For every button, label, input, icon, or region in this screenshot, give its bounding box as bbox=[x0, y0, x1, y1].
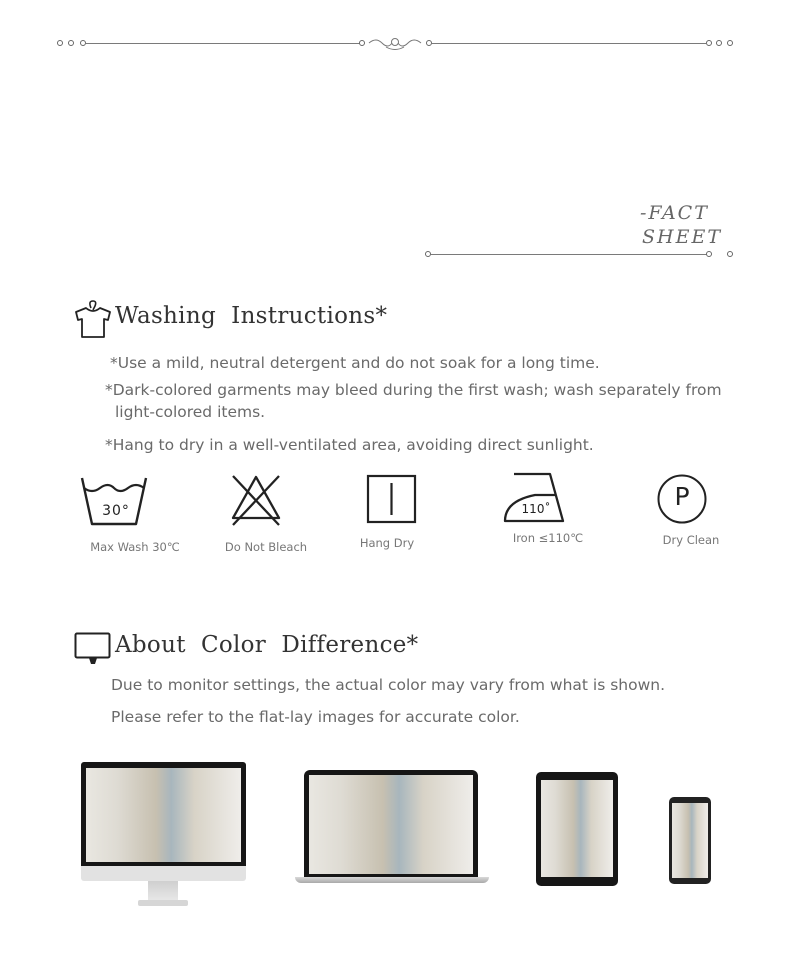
hang-dry-icon bbox=[366, 474, 418, 524]
divider-line bbox=[86, 43, 360, 44]
fact-sheet-line2: SHEET bbox=[642, 226, 722, 248]
washing-line-1: *Use a mild, neutral detergent and do not soak for a long time. bbox=[110, 354, 600, 372]
washing-line-2: *Dark-colored garments may bleed during the first wash; wash separately from bbox=[105, 381, 722, 399]
color-title: About Color Difference* bbox=[115, 632, 419, 658]
shirt-hanger-icon bbox=[74, 299, 112, 339]
no-bleach-icon bbox=[228, 472, 284, 528]
laptop-screen-image bbox=[309, 775, 473, 874]
divider-line bbox=[432, 43, 706, 44]
divider-dot bbox=[706, 40, 712, 46]
ornament-icon bbox=[366, 33, 424, 53]
care-label-wash: Max Wash 30℃ bbox=[90, 540, 180, 554]
wash-tub-icon bbox=[79, 475, 149, 527]
monitor-icon bbox=[74, 632, 112, 666]
wash-temp-symbol: 30° bbox=[102, 503, 130, 519]
monitor-chin bbox=[81, 866, 246, 881]
iron-temp-symbol: 110˚ bbox=[521, 502, 551, 516]
dry-clean-symbol: P bbox=[674, 482, 690, 511]
care-label-bleach: Do Not Bleach bbox=[224, 540, 308, 554]
monitor-base bbox=[138, 900, 188, 906]
care-label-dryclean: Dry Clean bbox=[662, 533, 720, 547]
divider-dot bbox=[359, 40, 365, 46]
monitor-neck bbox=[148, 881, 178, 901]
phone-screen-image bbox=[672, 803, 708, 878]
washing-line-3: light-colored items. bbox=[115, 403, 266, 421]
care-label-iron: Iron ≤110℃ bbox=[512, 531, 584, 545]
divider-dot bbox=[57, 40, 63, 46]
divider-dot bbox=[68, 40, 74, 46]
divider-dot bbox=[706, 251, 712, 257]
washing-title: Washing Instructions* bbox=[115, 303, 388, 329]
care-label-hang: Hang Dry bbox=[359, 536, 415, 550]
iron-icon bbox=[502, 471, 568, 525]
divider-line bbox=[431, 254, 707, 255]
divider-dot bbox=[727, 251, 733, 257]
divider-dot bbox=[716, 40, 722, 46]
tablet-screen-image bbox=[541, 780, 613, 877]
color-line-2: Please refer to the flat-lay images for accurate color. bbox=[111, 708, 520, 726]
laptop-base bbox=[295, 877, 489, 883]
fact-sheet-line1: -FACT bbox=[640, 202, 709, 224]
divider-dot bbox=[727, 40, 733, 46]
monitor-screen-image bbox=[86, 768, 241, 862]
washing-line-4: *Hang to dry in a well-ventilated area, avoiding direct sunlight. bbox=[105, 436, 594, 454]
color-line-1: Due to monitor settings, the actual color may vary from what is shown. bbox=[111, 676, 666, 694]
